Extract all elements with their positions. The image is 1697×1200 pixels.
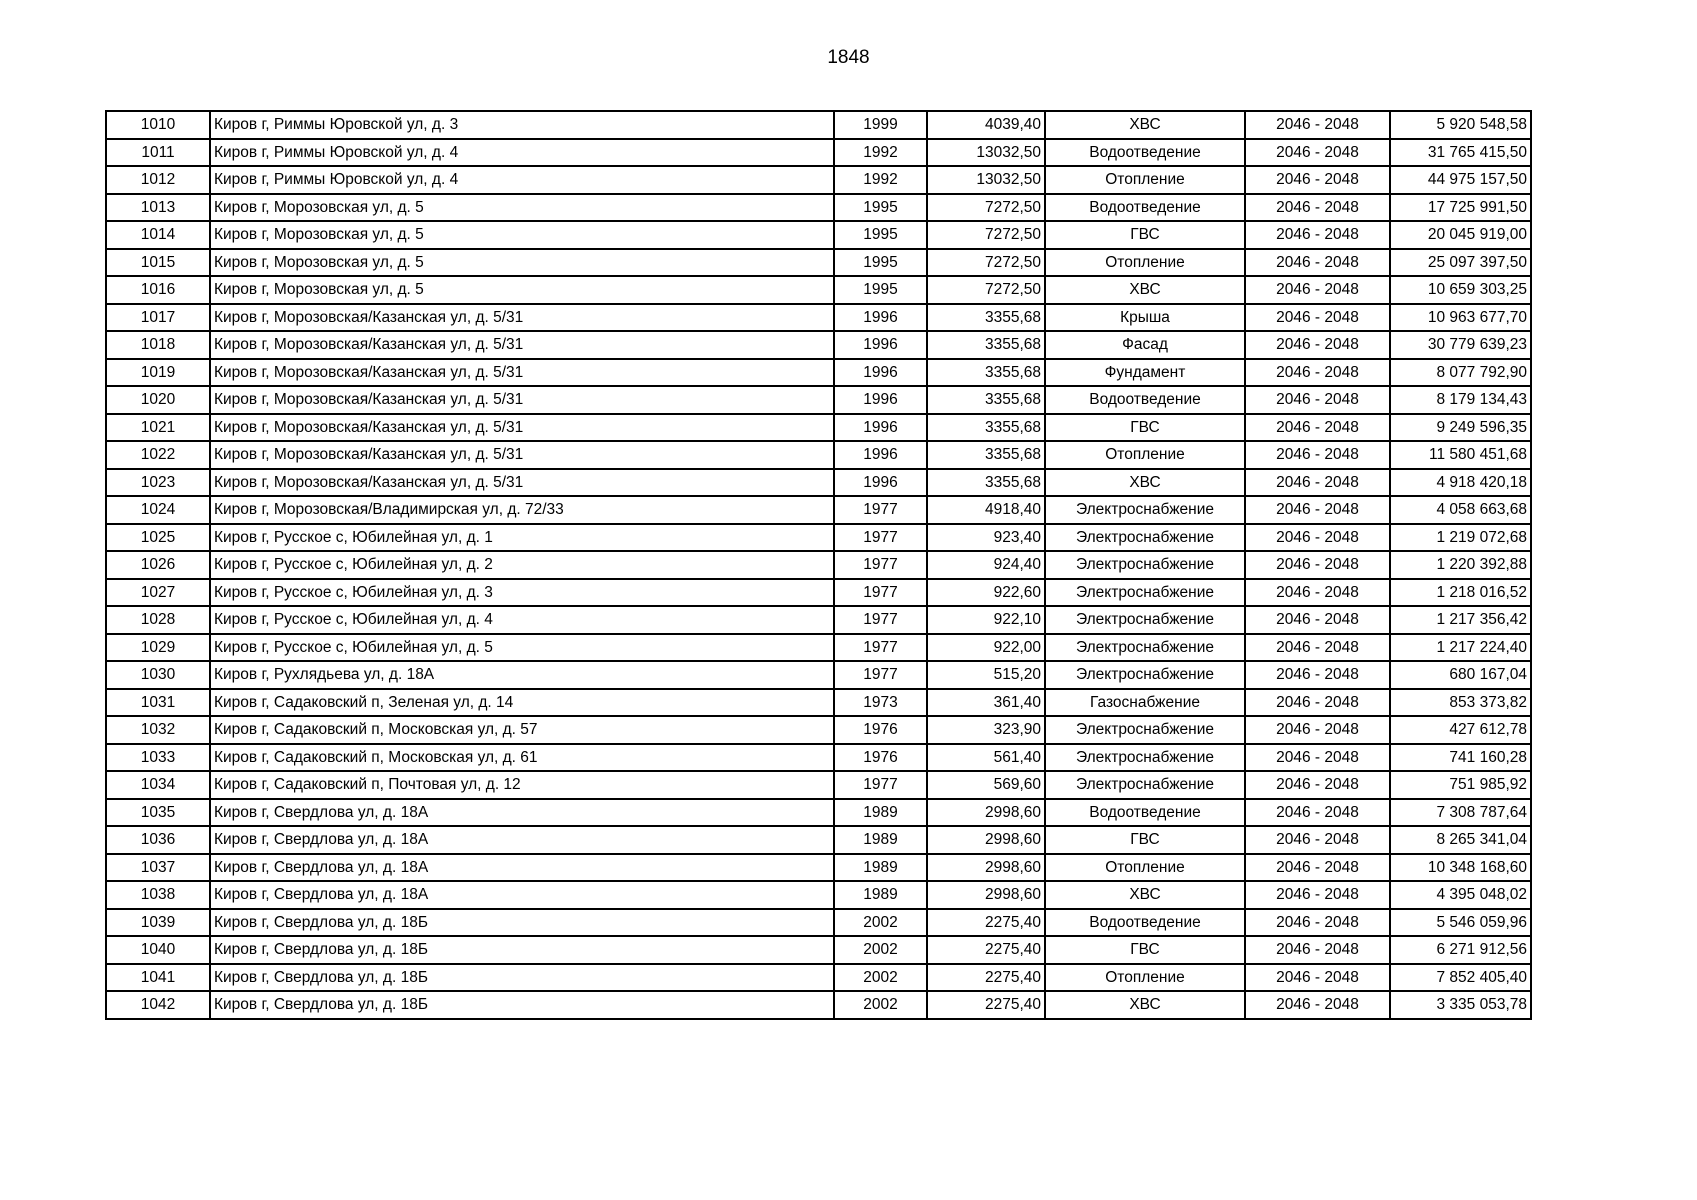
- address-cell: Киров г, Свердлова ул, д. 18А: [210, 826, 834, 854]
- area-cell: 323,90: [927, 716, 1045, 744]
- row-number-cell: 1017: [106, 304, 210, 332]
- period-cell: 2046 - 2048: [1245, 414, 1390, 442]
- table-row: [106, 166, 1531, 194]
- cost-cell: 7 852 405,40: [1390, 964, 1531, 992]
- cost-cell: 4 918 420,18: [1390, 469, 1531, 497]
- address-cell: Киров г, Морозовская/Казанская ул, д. 5/31: [210, 304, 834, 332]
- table-row: [106, 441, 1531, 469]
- period-cell: 2046 - 2048: [1245, 606, 1390, 634]
- cost-cell: 20 045 919,00: [1390, 221, 1531, 249]
- year-cell: 1977: [834, 551, 927, 579]
- row-number-cell: 1030: [106, 661, 210, 689]
- area-cell: 4918,40: [927, 496, 1045, 524]
- row-number-cell: 1031: [106, 689, 210, 717]
- period-cell: 2046 - 2048: [1245, 936, 1390, 964]
- period-cell: 2046 - 2048: [1245, 799, 1390, 827]
- table-row: [106, 771, 1531, 799]
- period-cell: 2046 - 2048: [1245, 854, 1390, 882]
- address-cell: Киров г, Русское с, Юбилейная ул, д. 5: [210, 634, 834, 662]
- work-type-cell: Электроснабжение: [1045, 744, 1245, 772]
- area-cell: 2275,40: [927, 909, 1045, 937]
- address-cell: Киров г, Морозовская/Владимирская ул, д. 72/33: [210, 496, 834, 524]
- work-type-cell: Крыша: [1045, 304, 1245, 332]
- work-type-cell: Водоотведение: [1045, 799, 1245, 827]
- address-cell: Киров г, Рухлядьева ул, д. 18А: [210, 661, 834, 689]
- table-body: [106, 111, 1531, 1019]
- area-cell: 7272,50: [927, 249, 1045, 277]
- area-cell: 361,40: [927, 689, 1045, 717]
- work-type-cell: ГВС: [1045, 936, 1245, 964]
- cost-cell: 10 963 677,70: [1390, 304, 1531, 332]
- year-cell: 1976: [834, 744, 927, 772]
- period-cell: 2046 - 2048: [1245, 964, 1390, 992]
- work-type-cell: Электроснабжение: [1045, 716, 1245, 744]
- period-cell: 2046 - 2048: [1245, 221, 1390, 249]
- cost-cell: 741 160,28: [1390, 744, 1531, 772]
- area-cell: 3355,68: [927, 304, 1045, 332]
- address-cell: Киров г, Морозовская/Казанская ул, д. 5/31: [210, 441, 834, 469]
- address-cell: Киров г, Морозовская/Казанская ул, д. 5/31: [210, 331, 834, 359]
- row-number-cell: 1019: [106, 359, 210, 387]
- cost-cell: 25 097 397,50: [1390, 249, 1531, 277]
- table-row: [106, 276, 1531, 304]
- period-cell: 2046 - 2048: [1245, 139, 1390, 167]
- row-number-cell: 1032: [106, 716, 210, 744]
- row-number-cell: 1013: [106, 194, 210, 222]
- address-cell: Киров г, Морозовская ул, д. 5: [210, 276, 834, 304]
- row-number-cell: 1012: [106, 166, 210, 194]
- cost-cell: 1 217 356,42: [1390, 606, 1531, 634]
- work-type-cell: Водоотведение: [1045, 139, 1245, 167]
- table-row: [106, 111, 1531, 139]
- work-type-cell: ХВС: [1045, 111, 1245, 139]
- address-cell: Киров г, Садаковский п, Московская ул, д. 57: [210, 716, 834, 744]
- cost-cell: 5 546 059,96: [1390, 909, 1531, 937]
- year-cell: 2002: [834, 909, 927, 937]
- period-cell: 2046 - 2048: [1245, 909, 1390, 937]
- area-cell: 2275,40: [927, 991, 1045, 1019]
- year-cell: 1977: [834, 606, 927, 634]
- table-row: [106, 386, 1531, 414]
- work-type-cell: Газоснабжение: [1045, 689, 1245, 717]
- period-cell: 2046 - 2048: [1245, 826, 1390, 854]
- period-cell: 2046 - 2048: [1245, 744, 1390, 772]
- row-number-cell: 1016: [106, 276, 210, 304]
- year-cell: 1989: [834, 826, 927, 854]
- table-row: [106, 414, 1531, 442]
- address-cell: Киров г, Садаковский п, Московская ул, д. 61: [210, 744, 834, 772]
- year-cell: 2002: [834, 936, 927, 964]
- period-cell: 2046 - 2048: [1245, 359, 1390, 387]
- row-number-cell: 1011: [106, 139, 210, 167]
- row-number-cell: 1042: [106, 991, 210, 1019]
- work-type-cell: Электроснабжение: [1045, 661, 1245, 689]
- row-number-cell: 1039: [106, 909, 210, 937]
- row-number-cell: 1024: [106, 496, 210, 524]
- year-cell: 1992: [834, 166, 927, 194]
- table-row: [106, 496, 1531, 524]
- work-type-cell: ХВС: [1045, 276, 1245, 304]
- row-number-cell: 1027: [106, 579, 210, 607]
- address-cell: Киров г, Русское с, Юбилейная ул, д. 2: [210, 551, 834, 579]
- area-cell: 2998,60: [927, 799, 1045, 827]
- area-cell: 2275,40: [927, 964, 1045, 992]
- table-row: [106, 579, 1531, 607]
- table-row: [106, 991, 1531, 1019]
- row-number-cell: 1021: [106, 414, 210, 442]
- table-row: [106, 331, 1531, 359]
- area-cell: 3355,68: [927, 414, 1045, 442]
- repair-schedule-table: [105, 110, 1532, 1020]
- period-cell: 2046 - 2048: [1245, 991, 1390, 1019]
- period-cell: 2046 - 2048: [1245, 634, 1390, 662]
- area-cell: 4039,40: [927, 111, 1045, 139]
- work-type-cell: Электроснабжение: [1045, 496, 1245, 524]
- address-cell: Киров г, Риммы Юровской ул, д. 3: [210, 111, 834, 139]
- address-cell: Киров г, Морозовская/Казанская ул, д. 5/31: [210, 469, 834, 497]
- row-number-cell: 1028: [106, 606, 210, 634]
- period-cell: 2046 - 2048: [1245, 551, 1390, 579]
- cost-cell: 853 373,82: [1390, 689, 1531, 717]
- work-type-cell: ХВС: [1045, 991, 1245, 1019]
- area-cell: 2998,60: [927, 826, 1045, 854]
- work-type-cell: Водоотведение: [1045, 386, 1245, 414]
- period-cell: 2046 - 2048: [1245, 111, 1390, 139]
- row-number-cell: 1020: [106, 386, 210, 414]
- cost-cell: 9 249 596,35: [1390, 414, 1531, 442]
- row-number-cell: 1018: [106, 331, 210, 359]
- period-cell: 2046 - 2048: [1245, 441, 1390, 469]
- table-row: [106, 524, 1531, 552]
- cost-cell: 10 659 303,25: [1390, 276, 1531, 304]
- page-number: 1848: [827, 47, 870, 68]
- address-cell: Киров г, Свердлова ул, д. 18Б: [210, 991, 834, 1019]
- cost-cell: 8 077 792,90: [1390, 359, 1531, 387]
- year-cell: 1989: [834, 854, 927, 882]
- table-row: [106, 634, 1531, 662]
- cost-cell: 8 265 341,04: [1390, 826, 1531, 854]
- work-type-cell: Электроснабжение: [1045, 771, 1245, 799]
- cost-cell: 680 167,04: [1390, 661, 1531, 689]
- cost-cell: 1 218 016,52: [1390, 579, 1531, 607]
- period-cell: 2046 - 2048: [1245, 166, 1390, 194]
- work-type-cell: Электроснабжение: [1045, 551, 1245, 579]
- cost-cell: 1 219 072,68: [1390, 524, 1531, 552]
- address-cell: Киров г, Русское с, Юбилейная ул, д. 4: [210, 606, 834, 634]
- year-cell: 1996: [834, 359, 927, 387]
- table-row: [106, 304, 1531, 332]
- cost-cell: 7 308 787,64: [1390, 799, 1531, 827]
- table-row: [106, 661, 1531, 689]
- area-cell: 2998,60: [927, 854, 1045, 882]
- year-cell: 1977: [834, 579, 927, 607]
- address-cell: Киров г, Риммы Юровской ул, д. 4: [210, 139, 834, 167]
- row-number-cell: 1025: [106, 524, 210, 552]
- period-cell: 2046 - 2048: [1245, 496, 1390, 524]
- cost-cell: 44 975 157,50: [1390, 166, 1531, 194]
- table-row: [106, 249, 1531, 277]
- year-cell: 1996: [834, 441, 927, 469]
- year-cell: 1995: [834, 249, 927, 277]
- area-cell: 13032,50: [927, 166, 1045, 194]
- row-number-cell: 1029: [106, 634, 210, 662]
- period-cell: 2046 - 2048: [1245, 194, 1390, 222]
- row-number-cell: 1038: [106, 881, 210, 909]
- address-cell: Киров г, Морозовская ул, д. 5: [210, 249, 834, 277]
- year-cell: 1995: [834, 221, 927, 249]
- area-cell: 561,40: [927, 744, 1045, 772]
- year-cell: 1995: [834, 194, 927, 222]
- area-cell: 2275,40: [927, 936, 1045, 964]
- work-type-cell: Электроснабжение: [1045, 579, 1245, 607]
- row-number-cell: 1040: [106, 936, 210, 964]
- table-row: [106, 194, 1531, 222]
- address-cell: Киров г, Садаковский п, Зеленая ул, д. 14: [210, 689, 834, 717]
- cost-cell: 11 580 451,68: [1390, 441, 1531, 469]
- row-number-cell: 1034: [106, 771, 210, 799]
- work-type-cell: Отопление: [1045, 441, 1245, 469]
- row-number-cell: 1010: [106, 111, 210, 139]
- table-row: [106, 744, 1531, 772]
- table-row: [106, 909, 1531, 937]
- work-type-cell: Фасад: [1045, 331, 1245, 359]
- work-type-cell: Отопление: [1045, 249, 1245, 277]
- work-type-cell: Водоотведение: [1045, 194, 1245, 222]
- cost-cell: 17 725 991,50: [1390, 194, 1531, 222]
- address-cell: Киров г, Свердлова ул, д. 18А: [210, 881, 834, 909]
- work-type-cell: Электроснабжение: [1045, 634, 1245, 662]
- year-cell: 1989: [834, 881, 927, 909]
- table-row: [106, 826, 1531, 854]
- cost-cell: 1 217 224,40: [1390, 634, 1531, 662]
- work-type-cell: ГВС: [1045, 826, 1245, 854]
- area-cell: 515,20: [927, 661, 1045, 689]
- area-cell: 922,60: [927, 579, 1045, 607]
- row-number-cell: 1035: [106, 799, 210, 827]
- year-cell: 1973: [834, 689, 927, 717]
- area-cell: 2998,60: [927, 881, 1045, 909]
- cost-cell: 1 220 392,88: [1390, 551, 1531, 579]
- address-cell: Киров г, Морозовская/Казанская ул, д. 5/31: [210, 386, 834, 414]
- table-row: [106, 551, 1531, 579]
- period-cell: 2046 - 2048: [1245, 661, 1390, 689]
- row-number-cell: 1036: [106, 826, 210, 854]
- area-cell: 3355,68: [927, 386, 1045, 414]
- work-type-cell: Электроснабжение: [1045, 606, 1245, 634]
- area-cell: 3355,68: [927, 469, 1045, 497]
- year-cell: 1996: [834, 469, 927, 497]
- work-type-cell: Водоотведение: [1045, 909, 1245, 937]
- address-cell: Киров г, Свердлова ул, д. 18А: [210, 854, 834, 882]
- year-cell: 1996: [834, 414, 927, 442]
- period-cell: 2046 - 2048: [1245, 331, 1390, 359]
- area-cell: 3355,68: [927, 441, 1045, 469]
- row-number-cell: 1026: [106, 551, 210, 579]
- work-type-cell: ХВС: [1045, 469, 1245, 497]
- table-row: [106, 964, 1531, 992]
- table-row: [106, 689, 1531, 717]
- area-cell: 13032,50: [927, 139, 1045, 167]
- work-type-cell: ГВС: [1045, 221, 1245, 249]
- work-type-cell: Отопление: [1045, 964, 1245, 992]
- address-cell: Киров г, Морозовская ул, д. 5: [210, 194, 834, 222]
- area-cell: 7272,50: [927, 194, 1045, 222]
- period-cell: 2046 - 2048: [1245, 579, 1390, 607]
- table-row: [106, 936, 1531, 964]
- area-cell: 924,40: [927, 551, 1045, 579]
- cost-cell: 751 985,92: [1390, 771, 1531, 799]
- area-cell: 7272,50: [927, 276, 1045, 304]
- address-cell: Киров г, Свердлова ул, д. 18А: [210, 799, 834, 827]
- year-cell: 1977: [834, 524, 927, 552]
- period-cell: 2046 - 2048: [1245, 881, 1390, 909]
- row-number-cell: 1033: [106, 744, 210, 772]
- year-cell: 1999: [834, 111, 927, 139]
- period-cell: 2046 - 2048: [1245, 249, 1390, 277]
- work-type-cell: Фундамент: [1045, 359, 1245, 387]
- year-cell: 1992: [834, 139, 927, 167]
- address-cell: Киров г, Свердлова ул, д. 18Б: [210, 964, 834, 992]
- period-cell: 2046 - 2048: [1245, 304, 1390, 332]
- work-type-cell: Электроснабжение: [1045, 524, 1245, 552]
- address-cell: Киров г, Риммы Юровской ул, д. 4: [210, 166, 834, 194]
- year-cell: 1977: [834, 661, 927, 689]
- table-row: [106, 716, 1531, 744]
- work-type-cell: Отопление: [1045, 854, 1245, 882]
- cost-cell: 4 058 663,68: [1390, 496, 1531, 524]
- year-cell: 1996: [834, 304, 927, 332]
- year-cell: 1996: [834, 386, 927, 414]
- row-number-cell: 1022: [106, 441, 210, 469]
- cost-cell: 427 612,78: [1390, 716, 1531, 744]
- work-type-cell: ХВС: [1045, 881, 1245, 909]
- row-number-cell: 1041: [106, 964, 210, 992]
- area-cell: 7272,50: [927, 221, 1045, 249]
- row-number-cell: 1015: [106, 249, 210, 277]
- area-cell: 923,40: [927, 524, 1045, 552]
- period-cell: 2046 - 2048: [1245, 469, 1390, 497]
- year-cell: 1977: [834, 634, 927, 662]
- row-number-cell: 1037: [106, 854, 210, 882]
- cost-cell: 3 335 053,78: [1390, 991, 1531, 1019]
- table-row: [106, 881, 1531, 909]
- area-cell: 569,60: [927, 771, 1045, 799]
- cost-cell: 31 765 415,50: [1390, 139, 1531, 167]
- period-cell: 2046 - 2048: [1245, 276, 1390, 304]
- work-type-cell: Отопление: [1045, 166, 1245, 194]
- area-cell: 922,00: [927, 634, 1045, 662]
- table-row: [106, 139, 1531, 167]
- year-cell: 1977: [834, 771, 927, 799]
- table-row: [106, 359, 1531, 387]
- address-cell: Киров г, Морозовская/Казанская ул, д. 5/31: [210, 414, 834, 442]
- area-cell: 3355,68: [927, 359, 1045, 387]
- address-cell: Киров г, Морозовская ул, д. 5: [210, 221, 834, 249]
- table-row: [106, 221, 1531, 249]
- row-number-cell: 1014: [106, 221, 210, 249]
- row-number-cell: 1023: [106, 469, 210, 497]
- year-cell: 1989: [834, 799, 927, 827]
- cost-cell: 4 395 048,02: [1390, 881, 1531, 909]
- address-cell: Киров г, Русское с, Юбилейная ул, д. 1: [210, 524, 834, 552]
- period-cell: 2046 - 2048: [1245, 524, 1390, 552]
- work-type-cell: ГВС: [1045, 414, 1245, 442]
- cost-cell: 10 348 168,60: [1390, 854, 1531, 882]
- address-cell: Киров г, Русское с, Юбилейная ул, д. 3: [210, 579, 834, 607]
- table-row: [106, 469, 1531, 497]
- year-cell: 2002: [834, 991, 927, 1019]
- table-row: [106, 799, 1531, 827]
- year-cell: 1996: [834, 331, 927, 359]
- cost-cell: 8 179 134,43: [1390, 386, 1531, 414]
- cost-cell: 6 271 912,56: [1390, 936, 1531, 964]
- cost-cell: 30 779 639,23: [1390, 331, 1531, 359]
- year-cell: 1977: [834, 496, 927, 524]
- table-row: [106, 606, 1531, 634]
- year-cell: 1995: [834, 276, 927, 304]
- period-cell: 2046 - 2048: [1245, 716, 1390, 744]
- area-cell: 3355,68: [927, 331, 1045, 359]
- address-cell: Киров г, Морозовская/Казанская ул, д. 5/31: [210, 359, 834, 387]
- address-cell: Киров г, Садаковский п, Почтовая ул, д. 12: [210, 771, 834, 799]
- year-cell: 2002: [834, 964, 927, 992]
- year-cell: 1976: [834, 716, 927, 744]
- cost-cell: 5 920 548,58: [1390, 111, 1531, 139]
- address-cell: Киров г, Свердлова ул, д. 18Б: [210, 936, 834, 964]
- period-cell: 2046 - 2048: [1245, 771, 1390, 799]
- address-cell: Киров г, Свердлова ул, д. 18Б: [210, 909, 834, 937]
- area-cell: 922,10: [927, 606, 1045, 634]
- table-row: [106, 854, 1531, 882]
- period-cell: 2046 - 2048: [1245, 386, 1390, 414]
- period-cell: 2046 - 2048: [1245, 689, 1390, 717]
